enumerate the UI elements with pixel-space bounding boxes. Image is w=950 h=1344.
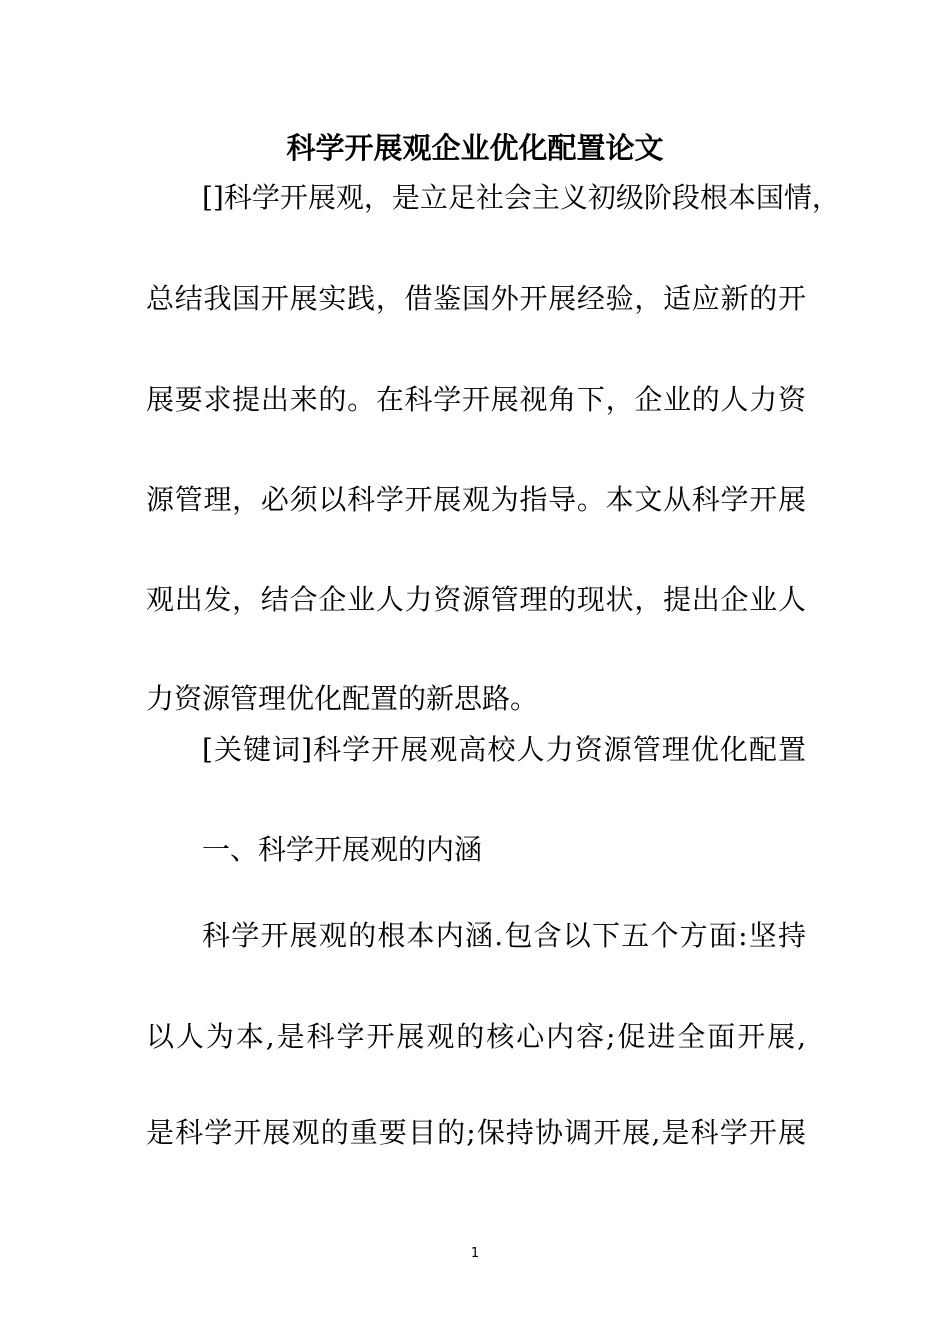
body-line: 是科学开展观的重要目的;保持协调开展,是科学开展 bbox=[146, 1116, 806, 1149]
abstract-line: 展要求提出来的。在科学开展视角下，企业的人力资 bbox=[146, 383, 806, 416]
abstract-line: 源管理，必须以科学开展观为指导。本文从科学开展 bbox=[146, 483, 806, 516]
document-title: 科学开展观企业优化配置论文 bbox=[286, 131, 664, 165]
body-line: 以人为本,是科学开展观的核心内容;促进全面开展, bbox=[146, 1020, 806, 1053]
body-line: 科学开展观的根本内涵.包含以下五个方面:坚持 bbox=[202, 919, 806, 952]
abstract-line: 观出发，结合企业人力资源管理的现状，提出企业人 bbox=[146, 583, 806, 616]
page-number: 1 bbox=[470, 1246, 480, 1261]
abstract-line: []科学开展观，是立足社会主义初级阶段根本国情， bbox=[202, 181, 840, 214]
abstract-line: 力资源管理优化配置的新思路。 bbox=[146, 682, 539, 715]
section-heading: 一、科学开展观的内涵 bbox=[202, 833, 483, 866]
abstract-line: 总结我国开展实践，借鉴国外开展经验，适应新的开 bbox=[146, 282, 806, 315]
keywords-line: [关键词]科学开展观高校人力资源管理优化配置 bbox=[202, 733, 806, 766]
